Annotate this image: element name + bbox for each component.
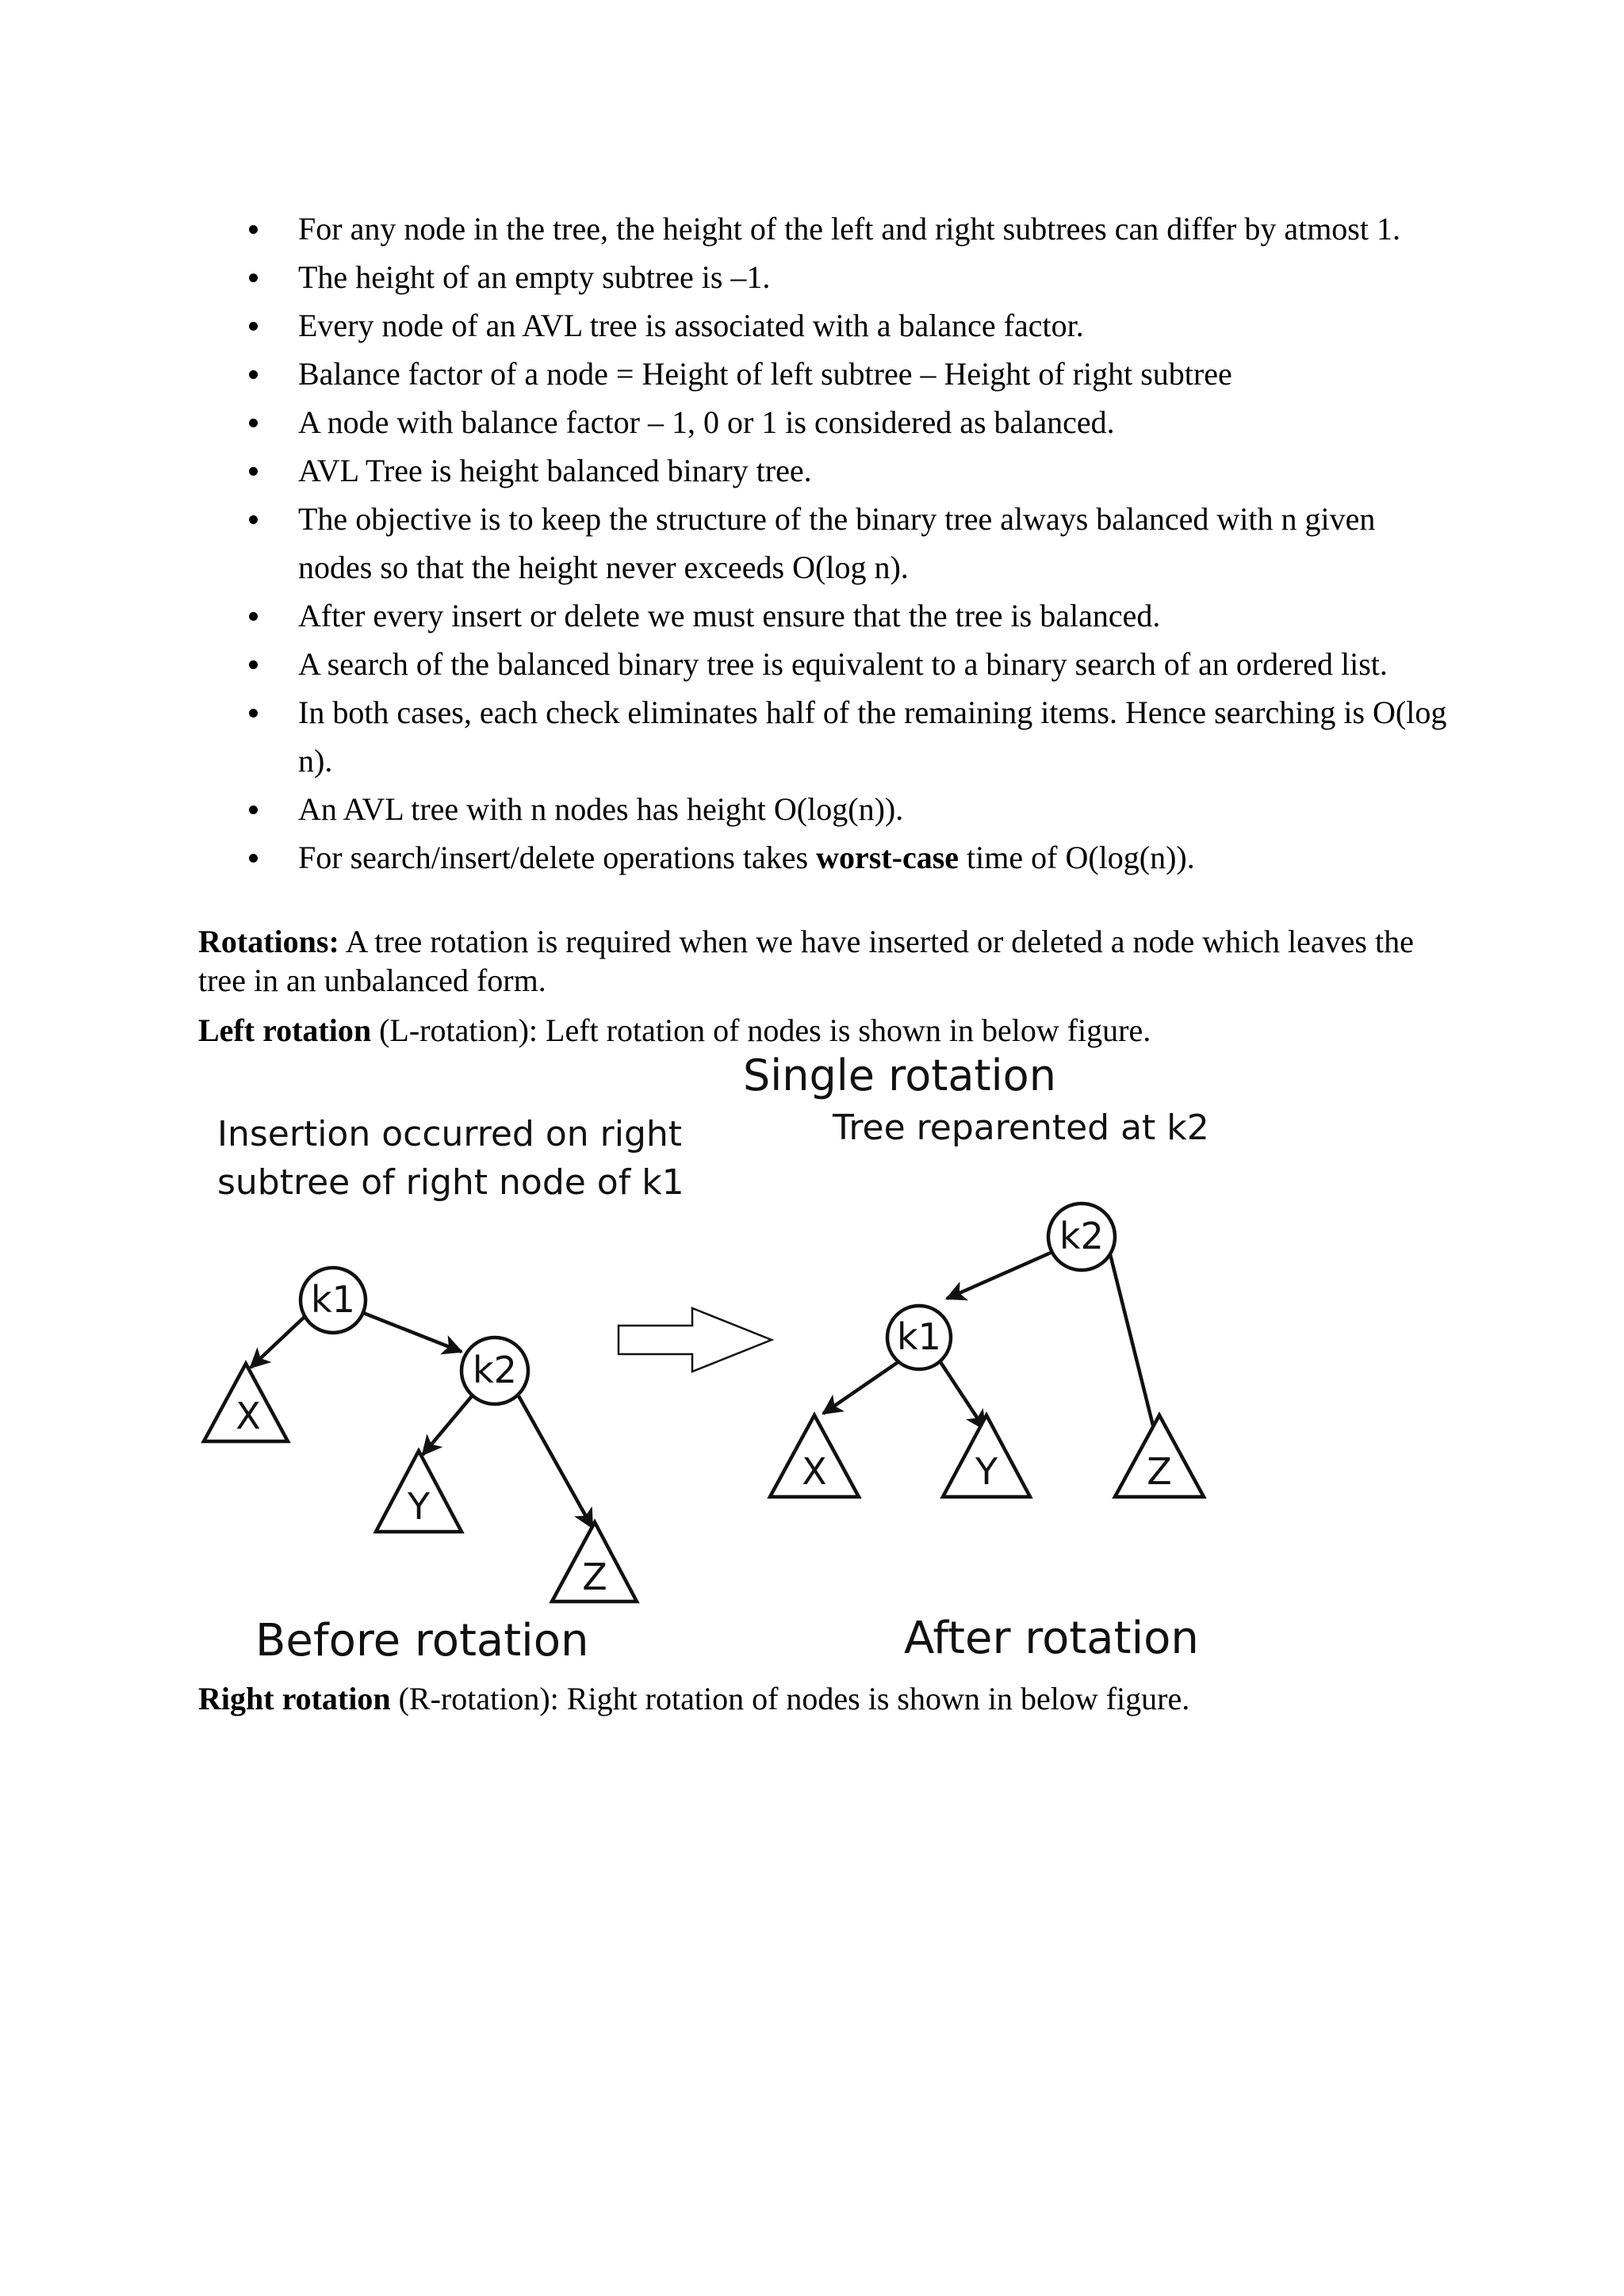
subtree-y-before-label: Y: [407, 1485, 431, 1528]
bullet-icon: [249, 854, 258, 863]
transition-arrow-icon: [619, 1308, 772, 1372]
list-item: The height of an empty subtree is –1.: [238, 253, 1451, 301]
subtree-y-after-label: Y: [975, 1450, 998, 1493]
edge-k1-x: [251, 1316, 305, 1368]
bullet-icon: [249, 515, 258, 524]
list-item: A node with balance factor – 1, 0 or 1 is considered as balanced.: [238, 398, 1451, 446]
bullet-icon: [249, 709, 258, 718]
subtree-x-after-label: X: [802, 1450, 827, 1493]
list-item: An AVL tree with n nodes has height O(log(n)).: [238, 785, 1451, 833]
left-rotation-label: Left rotation: [198, 1012, 372, 1048]
node-k2-before-label: k2: [473, 1349, 517, 1391]
list-item: In both cases, each check eliminates half of the remaining items. Hence searching is O(log n).: [238, 688, 1451, 785]
left-caption-line2: subtree of right node of k1: [217, 1162, 684, 1203]
right-rotation-label: Right rotation: [198, 1681, 391, 1716]
list-item: After every insert or delete we must ensure that the tree is balanced.: [238, 591, 1451, 640]
figure-title: Single rotation: [743, 1050, 1056, 1100]
edge-k2-y: [423, 1391, 476, 1455]
before-rotation-label: Before rotation: [255, 1615, 589, 1667]
edge-k1-x-after: [823, 1360, 902, 1414]
bullet-icon: [249, 660, 258, 669]
left-rotation-paragraph: Left rotation (L-rotation): Left rotation of nodes is shown in below figure.: [198, 1012, 1151, 1048]
worst-case-emphasis: worst-case: [816, 840, 959, 875]
bullet-icon: [249, 225, 258, 234]
rotations-label: Rotations:: [198, 924, 339, 959]
right-caption: Tree reparented at k2: [833, 1108, 1209, 1148]
list-item: The objective is to keep the structure of the binary tree always balanced with n given nodes so that the height never exceeds O(log n).: [238, 495, 1451, 591]
list-item: Balance factor of a node = Height of left subtree – Height of right subtree: [238, 350, 1451, 398]
single-rotation-figure: [198, 1047, 1253, 1681]
left-caption-line1: Insertion occurred on right: [217, 1114, 683, 1154]
edge-k1-y-after: [939, 1360, 985, 1429]
node-k1-after-label: k1: [897, 1315, 941, 1358]
list-item: AVL Tree is height balanced binary tree.: [238, 446, 1451, 495]
right-rotation-paragraph: Right rotation (R-rotation): Right rotation of nodes is shown in below figure.: [198, 1681, 1190, 1716]
edge-k2-z: [514, 1387, 592, 1528]
node-k1-before-label: k1: [311, 1278, 355, 1321]
bullet-icon: [249, 612, 258, 621]
node-k2-after-label: k2: [1059, 1215, 1104, 1257]
bullet-icon: [249, 806, 258, 814]
bullet-icon: [249, 274, 258, 282]
bullet-icon: [249, 467, 258, 476]
subtree-z-after-label: Z: [1147, 1450, 1172, 1493]
list-item: A search of the balanced binary tree is equivalent to a binary search of an ordered list.: [238, 640, 1451, 688]
bullet-icon: [249, 322, 258, 331]
list-item: For search/insert/delete operations takes worst-case time of O(log(n)).: [238, 833, 1451, 882]
bullet-icon: [249, 370, 258, 379]
edge-k1-k2: [355, 1310, 462, 1352]
subtree-x-before-label: X: [236, 1395, 261, 1437]
list-item: Every node of an AVL tree is associated with a balance factor.: [238, 301, 1451, 350]
edge-k2-k1-after: [947, 1250, 1056, 1299]
subtree-z-before-label: Z: [582, 1556, 607, 1598]
rotations-paragraph: Rotations: A tree rotation is required when we have inserted or deleted a node which leaves the tree in an unbalanced form.: [198, 924, 1414, 998]
avl-properties-list: [238, 205, 1451, 882]
bullet-icon: [249, 419, 258, 427]
after-rotation-label: After rotation: [904, 1613, 1199, 1664]
list-item: For any node in the tree, the height of the left and right subtrees can differ by atmost 1.: [238, 205, 1451, 253]
